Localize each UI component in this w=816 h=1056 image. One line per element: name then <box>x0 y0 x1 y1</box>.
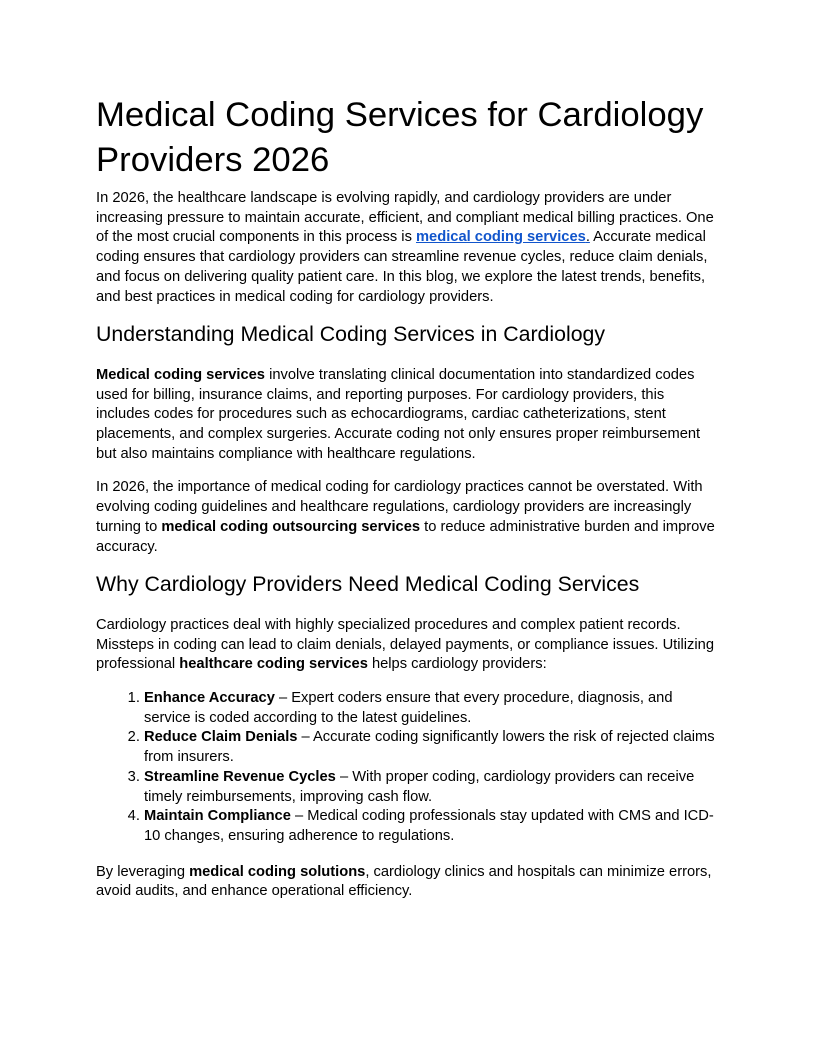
section1-paragraph-2-after: to reduce administrative burden and improve accuracy. <box>96 518 715 555</box>
list-item-enhance-accuracy <box>144 689 720 728</box>
closing-paragraph-before: By leveraging <box>96 863 190 880</box>
bold-phrase-medical-coding-solutions: medical coding solutions <box>189 863 366 880</box>
bold-phrase-healthcare-coding-services: healthcare coding services <box>179 656 368 673</box>
list-item-text: – Expert coders ensure that every procedure, diagnosis, and service is coded according to the latest guidelines. <box>144 690 673 726</box>
intro-text-before-link: In 2026, the healthcare landscape is evolving rapidly, and cardiology providers are under increasing pressure to maintain accurate, efficient, and compliant medical billing practices. One of the most crucial components in this process is <box>96 190 714 246</box>
section2-paragraph-1 <box>96 616 720 675</box>
section1-paragraph-2 <box>96 478 720 557</box>
intro-text-after-link: Accurate medical coding ensures that cardiology providers can streamline revenue cycles, reduce claim denials, and focus on delivering quality patient care. In this blog, we explore the latest trends, benefits, and best practices in medical coding for cardiology providers. <box>96 229 708 305</box>
list-item-text: – Accurate coding significantly lowers the risk of rejected claims from insurers. <box>144 729 715 766</box>
list-item-bold-lead: Streamline Revenue Cycles <box>144 768 336 785</box>
section1-paragraph-1 <box>96 366 720 465</box>
section1-paragraph-2-before: In 2026, the importance of medical coding for cardiology practices cannot be overstated. With evolving coding guidelines and healthcare regulations, cardiology providers are increasingly turning to <box>96 479 703 535</box>
section2-paragraph-1-before: Cardiology practices deal with highly specialized procedures and complex patient records. Missteps in coding can lead to claim denials, delayed payments, or compliance issues. Utilizing professional <box>96 616 714 673</box>
list-item-bold-lead: Reduce Claim Denials <box>144 729 298 746</box>
section2-paragraph-1-after: helps cardiology providers: <box>367 656 547 673</box>
list-item-text: – Medical coding professionals stay updated with CMS and ICD-10 changes, ensuring adherence to regulations. <box>144 808 714 844</box>
link-trailing-period: . <box>585 229 590 246</box>
list-item-bold-lead: Enhance Accuracy <box>144 690 275 707</box>
section-heading-understanding: Understanding Medical Coding Services in Cardiology <box>96 322 606 347</box>
closing-paragraph <box>96 863 720 902</box>
closing-paragraph-after: , cardiology clinics and hospitals can minimize errors, avoid audits, and enhance operational efficiency. <box>96 863 712 900</box>
list-item-reduce-claim-denials <box>144 728 720 767</box>
list-item-streamline-revenue-cycles <box>144 768 720 807</box>
benefits-numbered-list <box>96 689 720 847</box>
bold-phrase-outsourcing-services: medical coding outsourcing services <box>161 518 421 535</box>
intro-paragraph <box>96 189 720 307</box>
bold-phrase-medical-coding-services: Medical coding services <box>96 366 265 383</box>
list-item-text: – With proper coding, cardiology providers can receive timely reimbursements, improving cash flow. <box>144 768 695 805</box>
section1-paragraph-1-text: involve translating clinical documentation into standardized codes used for billing, insurance claims, and reporting purposes. For cardiology providers, this includes codes for procedures such as echocardiograms, cardiac catheterizations, stent placements, and complex surgeries. Accurate coding not only ensures proper reimbursement but also maintains compliance with healthcare regulations. <box>96 366 701 462</box>
list-item-bold-lead: Maintain Compliance <box>144 808 291 825</box>
medical-coding-services-link[interactable]: medical coding services <box>416 229 586 246</box>
section-heading-why-providers-need: Why Cardiology Providers Need Medical Coding Services <box>96 572 640 597</box>
list-item-maintain-compliance <box>144 807 720 846</box>
page-title: Medical Coding Services for Cardiology Providers 2026 <box>96 96 704 179</box>
